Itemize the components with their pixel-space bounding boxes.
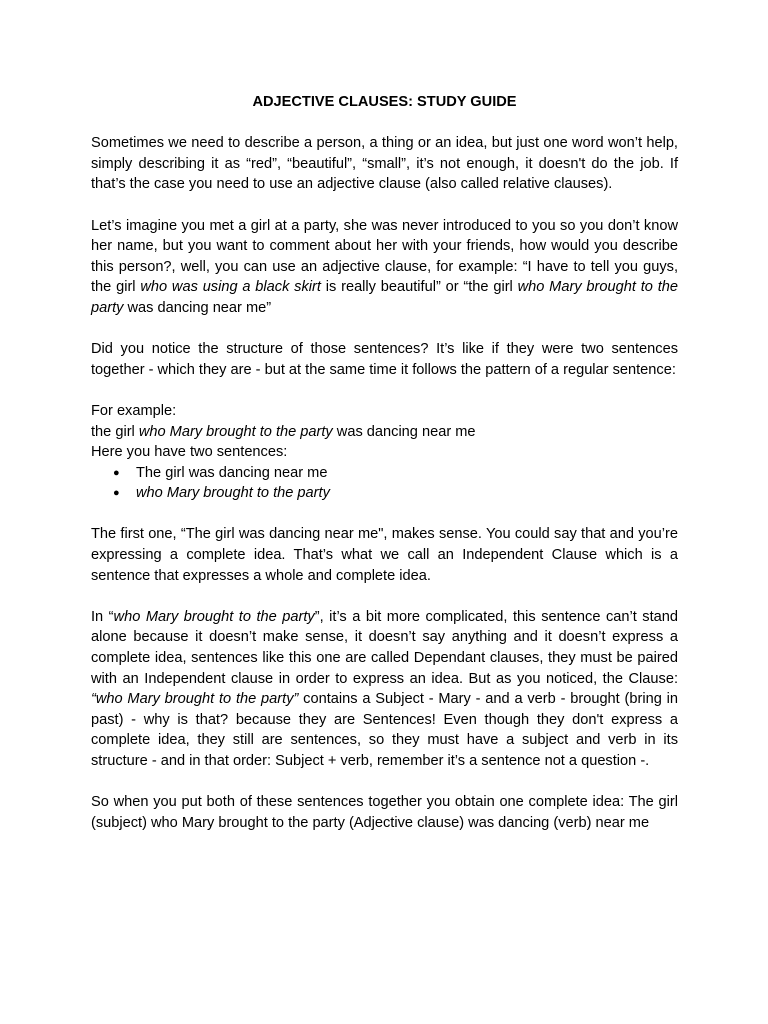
dependent-text-2: ”, it’s a bit more complicated, this sentence can’t stand alone because it doesn’t make sense, it doesn’t say anything and it doesn’t express a complete idea, sentences like this one are called Dependant clauses, they must be paired with an Independent clause in order to express an idea. But as you noticed, the Clause: (91, 608, 678, 687)
structure-paragraph: Did you notice the structure of those sentences? It’s like if they were two sentences together - which they are - but at the same time it follows the pattern of a regular sentence: (91, 341, 678, 378)
two-sentences-label: Here you have two sentences: (91, 444, 288, 461)
bullet-text: The girl was dancing near me (136, 464, 328, 481)
dependent-clause-paragraph (91, 607, 678, 772)
example-bullet-list (91, 463, 678, 504)
example-sentence (91, 422, 678, 443)
example-sentence-text-2: was dancing near me (332, 423, 476, 440)
intro-paragraph: Sometimes we need to describe a person, a thing or an idea, but just one word won’t help, simply describing it as “red”, “beautiful”, “small”, it’s not enough, it doesn't do the job. If that’s the case you need to use an adjective clause (also called relative clauses). (91, 135, 678, 193)
example-intro: For example: (91, 402, 177, 419)
party-text-2: is really beautiful” or “the girl (320, 279, 518, 296)
party-text-1: Let’s imagine you met a girl at a party, she was never introduced to you so you don’t know her name, but you want to comment about her with your friends, how would you describe this person?, well, you can use an adjective clause, for example: “I have to tell you guys, the girl (91, 217, 678, 296)
bullet-text: who Mary brought to the party (136, 485, 330, 502)
bullet-item-independent (91, 463, 678, 484)
dependent-italic-1: who Mary brought to the party (113, 608, 315, 625)
conclusion-paragraph: So when you put both of these sentences together you obtain one complete idea: The girl (subject) who Mary brought to the party (Adjective clause) was dancing (verb) near me (91, 794, 678, 831)
bullet-icon: ● (113, 487, 120, 500)
document-title: ADJECTIVE CLAUSES: STUDY GUIDE (252, 94, 517, 110)
party-italic-1: who was using a black skirt (140, 279, 321, 296)
party-italic-2: who Mary brought to the party (91, 279, 678, 316)
party-text-3: was dancing near me” (123, 299, 272, 316)
example-sentence-italic: who Mary brought to the party (138, 423, 333, 440)
dependent-text-3: contains a Subject - Mary - and a verb - brought (bring in past) - why is that? because they are Sentences! Even though they don't express a complete idea, they still are sentences, so they must have a subject and verb in its structure - and in that order: Subject + verb, remember it’s a sentence not a question -. (91, 691, 679, 769)
bullet-icon: ● (113, 466, 120, 479)
party-example-paragraph (91, 216, 678, 319)
independent-clause-paragraph: The first one, “The girl was dancing near me", makes sense. You could say that and you’re expressing a complete idea. That’s what we call an Independent Clause which is a sentence that expresses a whole and complete idea. (91, 526, 678, 584)
document-page (91, 92, 678, 854)
dependent-italic-2: “who Mary brought to the party” (91, 691, 299, 708)
example-sentence-text-1: the girl (91, 423, 139, 440)
dependent-text-1: In “ (91, 608, 114, 625)
bullet-item-dependent (91, 483, 678, 504)
example-block (91, 401, 678, 504)
